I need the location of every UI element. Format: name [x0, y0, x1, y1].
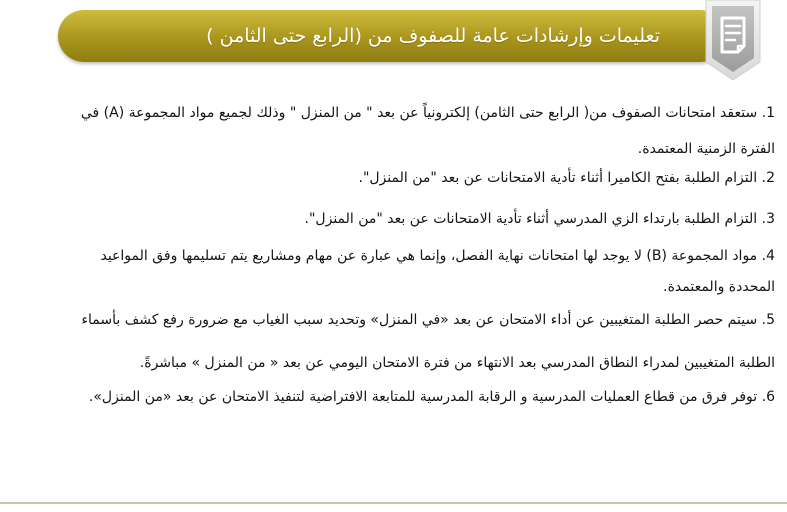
- instruction-line: 4. مواد المجموعة (B) لا يوجد لها امتحانات نهاية الفصل، وإنما هي عبارة عن مهام ومشاريع يتم تسليمها وفق المواعيد: [100, 248, 775, 264]
- document-icon: [702, 0, 764, 80]
- instruction-line: 6. توفر فرق من قطاع العمليات المدرسية و الرقابة المدرسية للمتابعة الافتراضية لتنفيذ الامتحان عن بعد «من المنزل».: [88, 389, 775, 405]
- instruction-line: 3. التزام الطلبة بارتداء الزي المدرسي أثناء تأدية الامتحانات عن بعد "من المنزل".: [304, 211, 775, 227]
- instruction-line: 5. سيتم حصر الطلبة المتغيبين عن أداء الامتحان عن بعد «في المنزل» وتحديد سبب الغياب مع ضرورة رفع كشف بأسماء: [81, 312, 775, 328]
- instruction-line: الطلبة المتغيبين لمدراء النطاق المدرسي بعد الانتهاء من فترة الامتحان اليومي عن بعد « من المنزل » مباشرةً.: [139, 355, 775, 371]
- instruction-item-5: [30, 307, 775, 376]
- instruction-item-1: [30, 100, 775, 162]
- instruction-item-6: [30, 384, 775, 410]
- instruction-item-4: [30, 243, 775, 300]
- instruction-line: الفترة الزمنية المعتمدة.: [637, 141, 775, 157]
- page-title: تعليمات وإرشادات عامة للصفوف من (الرابع حتى الثامن ): [206, 25, 660, 47]
- instruction-item-2: [30, 165, 775, 191]
- instruction-item-3: [30, 206, 775, 232]
- instruction-line: 2. التزام الطلبة بفتح الكاميرا أثناء تأدية الامتحانات عن بعد "من المنزل".: [358, 170, 775, 186]
- instruction-line: المحددة والمعتمدة.: [663, 279, 775, 295]
- instruction-line: 1. ستعقد امتحانات الصفوف من( الرابع حتى الثامن) إلكترونياً عن بعد " من المنزل " وذلك لجميع مواد المجموعة (A) في: [80, 105, 775, 121]
- bottom-divider: [0, 502, 787, 504]
